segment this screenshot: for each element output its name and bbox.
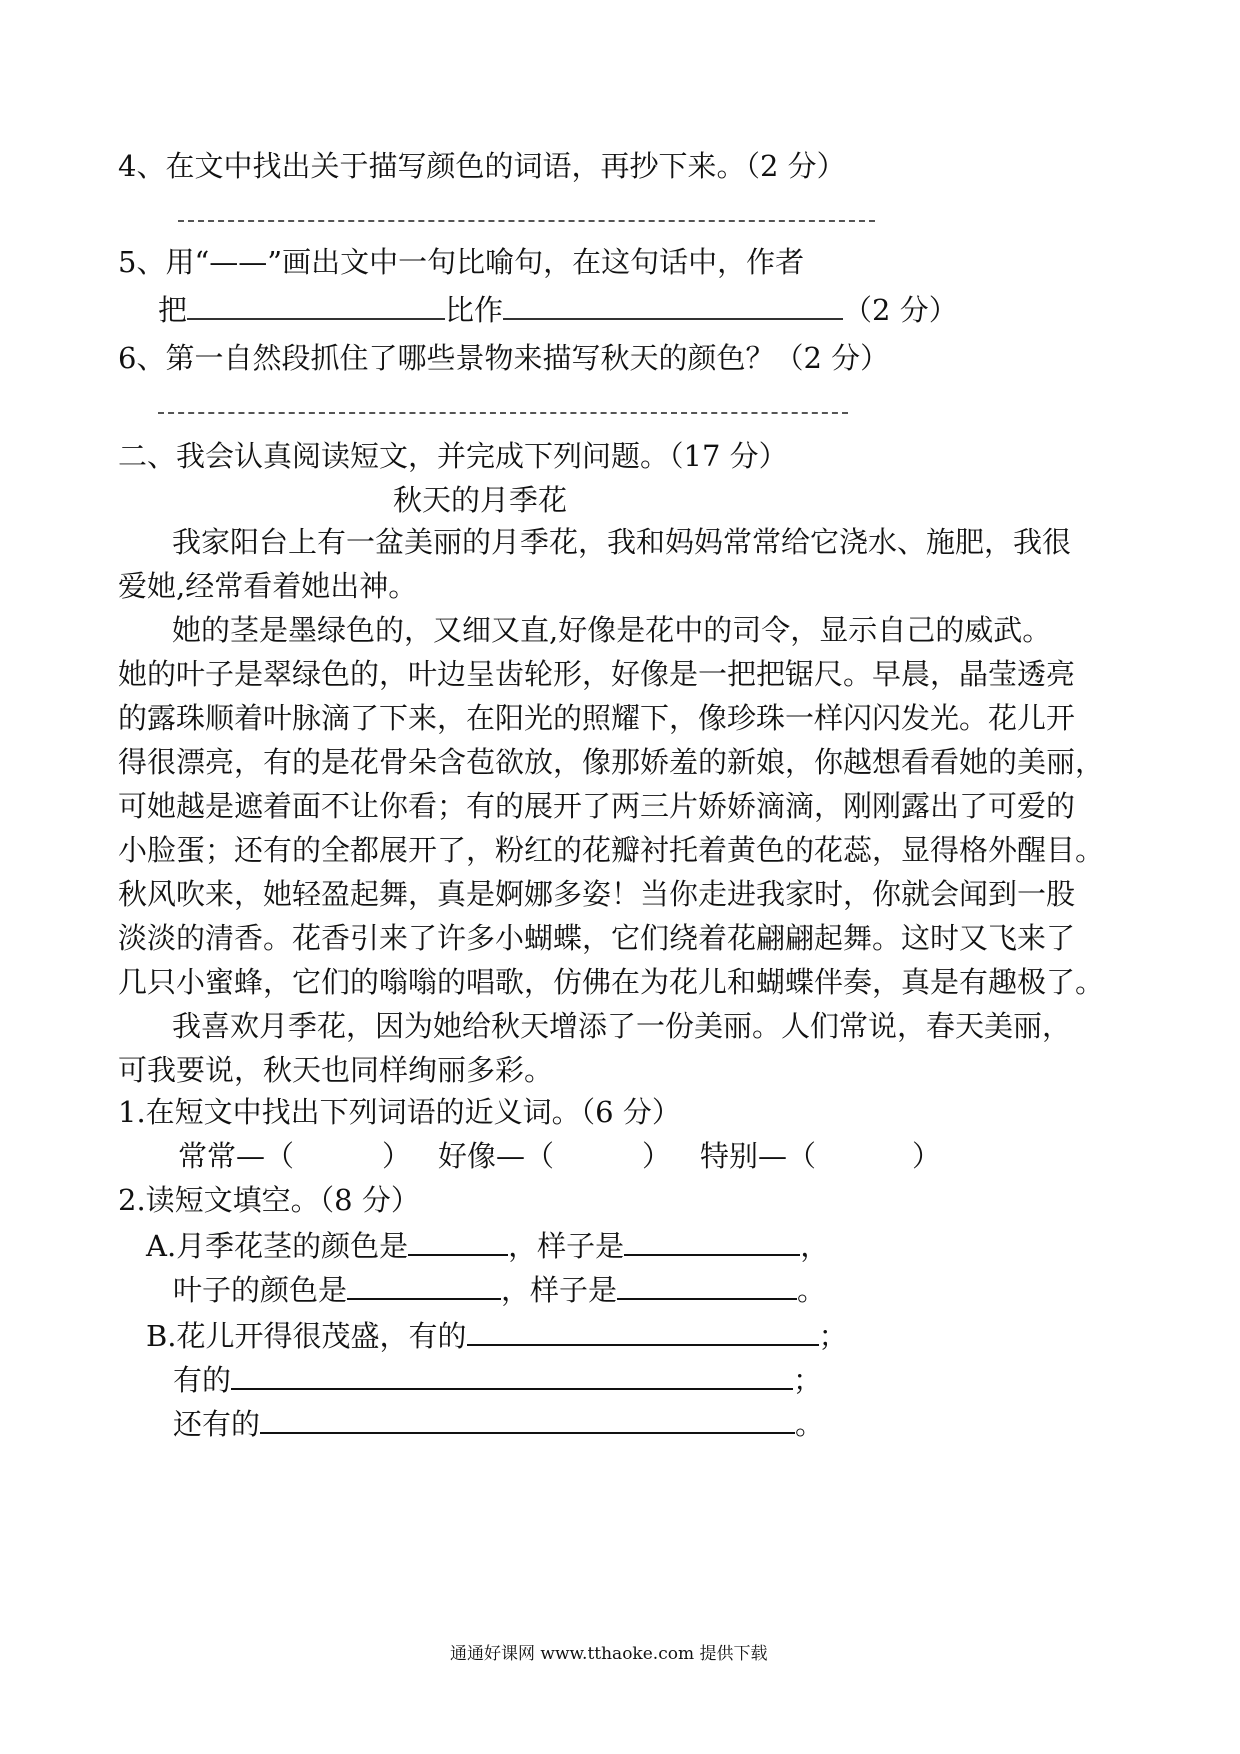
passage-line: 她的茎是墨绿色的，又细又直,好像是花中的司令，显示自己的威武。 bbox=[172, 613, 1052, 647]
question-4: 4、在文中找出关于描写颜色的词语，再抄下来。（2 分） bbox=[118, 149, 846, 183]
page-footer: 通通好课网 www.tthaoke.com 提供下载 bbox=[450, 1644, 768, 1664]
passage-line: 几只小蜜蜂，它们的嗡嗡的唱歌，仿佛在为花儿和蝴蝶伴奏，真是有趣极了。 bbox=[118, 965, 1105, 999]
ba-label: 把 bbox=[158, 293, 188, 327]
answer-line-q4[interactable] bbox=[178, 220, 875, 222]
answer-blank-bizuo[interactable] bbox=[503, 292, 843, 320]
passage-line: 可她越是遮着面不让你看；有的展开了两三片娇娇滴滴，刚刚露出了可爱的 bbox=[118, 789, 1076, 823]
answer-blank-b1[interactable] bbox=[467, 1316, 819, 1346]
answer-blank-leaf-shape[interactable] bbox=[617, 1270, 797, 1300]
passage-title: 秋天的月季花 bbox=[393, 483, 568, 517]
passage-line: 得很漂亮，有的是花骨朵含苞欲放，像那娇羞的新娘，你越想看看她的美丽， bbox=[118, 745, 1105, 779]
answer-blank-b2[interactable] bbox=[231, 1360, 793, 1390]
passage-line: 我家阳台上有一盆美丽的月季花，我和妈妈常常给它浇水、施肥，我很 bbox=[172, 525, 1072, 559]
passage-line: 她的叶子是翠绿色的，叶边呈齿轮形，好像是一把把锯尺。早晨，晶莹透亮 bbox=[118, 657, 1076, 691]
fill-b-line-1: B.花儿开得很茂盛，有的 ； bbox=[146, 1316, 848, 1356]
fill-a-line-1: A.月季花茎的颜色是 ，样子是 ， bbox=[146, 1226, 829, 1266]
synonym-changchang: 常常—（ ） bbox=[178, 1139, 412, 1173]
synonym-haoxiang: 好像—（ ） bbox=[438, 1139, 672, 1173]
passage-line: 我喜欢月季花，因为她给秋天增添了一份美丽。人们常说，春天美丽， bbox=[172, 1009, 1072, 1043]
fill-b-line-2: 有的 ； bbox=[173, 1360, 822, 1400]
fill-a-line-2: 叶子的颜色是 ，样子是 。 bbox=[173, 1270, 826, 1310]
answer-blank-stem-shape[interactable] bbox=[624, 1226, 800, 1256]
answer-blank-b3[interactable] bbox=[260, 1404, 795, 1434]
answer-blank-leaf-color[interactable] bbox=[347, 1270, 501, 1300]
passage-line: 可我要说，秋天也同样绚丽多彩。 bbox=[118, 1053, 554, 1087]
passage-line: 秋风吹来，她轻盈起舞，真是婀娜多姿！当你走进我家时，你就会闻到一股 bbox=[118, 877, 1076, 911]
passage-line: 爱她,经常看着她出神。 bbox=[118, 569, 418, 603]
answer-line-q6[interactable] bbox=[158, 412, 848, 414]
sub-question-1: 1.在短文中找出下列词语的近义词。（6 分） bbox=[118, 1095, 681, 1129]
passage-line: 小脸蛋；还有的全都展开了，粉红的花瓣衬托着黄色的花蕊，显得格外醒目。 bbox=[118, 833, 1105, 867]
question-5: 5、用“——”画出文中一句比喻句，在这句话中，作者 bbox=[118, 245, 805, 279]
answer-blank-ba[interactable] bbox=[187, 292, 445, 320]
question-6: 6、第一自然段抓住了哪些景物来描写秋天的颜色？（2 分） bbox=[118, 341, 890, 375]
q5-score: （2 分） bbox=[843, 293, 958, 327]
fill-b-line-3: 还有的 。 bbox=[173, 1404, 824, 1444]
section-2-heading: 二、我会认真阅读短文，并完成下列问题。（17 分） bbox=[118, 439, 788, 473]
question-5-fill bbox=[158, 290, 958, 330]
synonym-tebie: 特别—（ ） bbox=[700, 1139, 942, 1173]
sub-question-2: 2.读短文填空。（8 分） bbox=[118, 1183, 420, 1217]
bizuo-label: 比作 bbox=[445, 293, 504, 327]
answer-blank-stem-color[interactable] bbox=[408, 1226, 508, 1256]
passage-line: 的露珠顺着叶脉滴了下来，在阳光的照耀下，像珍珠一样闪闪发光。花儿开 bbox=[118, 701, 1076, 735]
passage-line: 淡淡的清香。花香引来了许多小蝴蝶，它们绕着花翩翩起舞。这时又飞来了 bbox=[118, 921, 1076, 955]
